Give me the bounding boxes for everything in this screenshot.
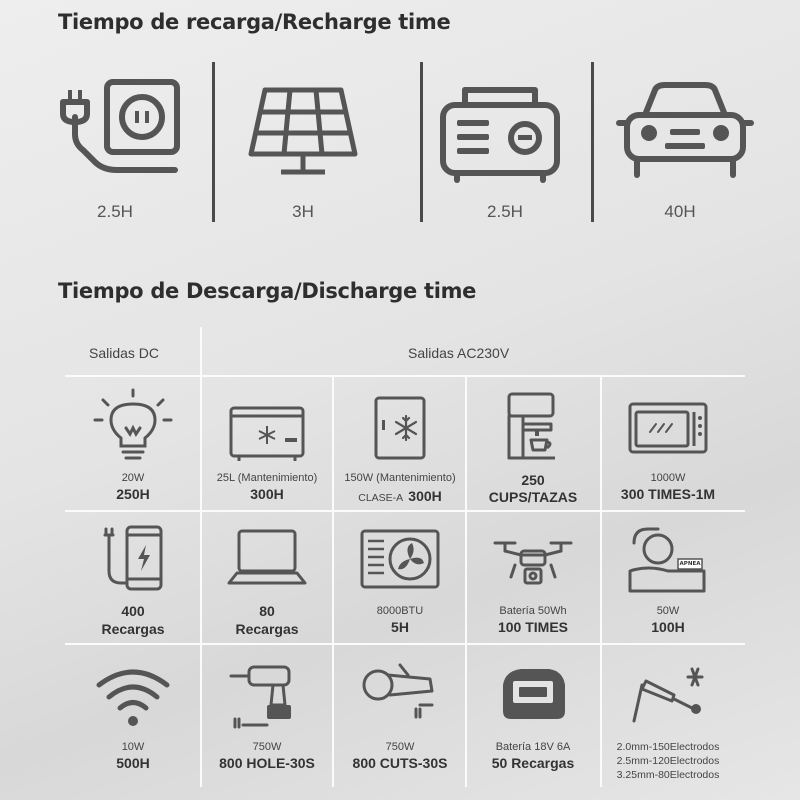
cell-spec: 50W	[656, 605, 680, 617]
microwave-icon	[628, 388, 708, 468]
cell-spec: 25L (Mantenimiento)	[216, 472, 318, 484]
cell-welding	[603, 649, 733, 779]
recharge-title: Tiempo de recarga/Recharge time	[58, 10, 451, 34]
cell-spec: Batería 18V 6A	[495, 741, 571, 753]
cell-unit: Recargas	[235, 621, 299, 637]
cell-value: 300H	[408, 488, 442, 504]
cell-coffee	[468, 382, 598, 512]
cell-spec: 1000W	[650, 472, 686, 484]
power-drill-icon	[227, 655, 307, 735]
recharge-item-generator	[430, 60, 580, 240]
header-ac: Salidas AC230V	[408, 345, 510, 361]
cell-cpap	[603, 515, 733, 645]
cell-value: 100 TIMES	[497, 619, 569, 635]
coffee-machine-icon	[493, 388, 573, 468]
divider	[591, 62, 594, 222]
cell-value: 300H	[250, 486, 284, 502]
cell-spec: 20W	[121, 472, 145, 484]
cell-spec: 8000BTU	[376, 605, 424, 617]
cell-unit: CUPS/TAZAS	[488, 489, 578, 505]
cell-refrigerator	[335, 382, 465, 512]
discharge-table	[65, 327, 745, 787]
recharge-item-outlet	[40, 60, 190, 240]
drone-icon	[493, 521, 573, 601]
angle-grinder-icon	[360, 655, 440, 735]
car-icon	[615, 75, 755, 185]
cell-value: 400	[121, 603, 145, 619]
light-bulb-icon	[93, 388, 173, 468]
recharge-time-solar: 3H	[292, 202, 314, 221]
cell-charger	[468, 649, 598, 779]
cell-value: 5H	[391, 619, 409, 635]
divider	[420, 62, 423, 222]
cell-value-row	[335, 486, 465, 505]
cell-ac	[335, 515, 465, 645]
divider	[212, 62, 215, 222]
refrigerator-icon	[360, 388, 440, 468]
cell-phone	[68, 515, 198, 645]
grid-line	[332, 375, 334, 787]
wall-outlet-plug-icon	[55, 72, 185, 182]
cell-value: 50 Recargas	[491, 755, 575, 771]
cell-drone	[468, 515, 598, 645]
cell-freezer	[202, 382, 332, 512]
cell-spec-line: 2.5mm-120Electrodos	[616, 755, 720, 767]
cell-unit: Recargas	[101, 621, 165, 637]
generator-icon	[435, 70, 565, 190]
cell-spec: 750W	[385, 741, 415, 753]
cell-spec: 150W (Mantenimiento)	[344, 472, 456, 484]
grid-line	[65, 375, 745, 377]
cell-value: 100H	[651, 619, 685, 635]
cell-spec: 10W	[121, 741, 145, 753]
cell-value: 800 CUTS-30S	[352, 755, 448, 771]
laptop-icon	[227, 521, 307, 601]
recharge-time-car: 40H	[664, 202, 696, 221]
cell-value: 250H	[116, 486, 150, 502]
wifi-icon	[93, 655, 173, 735]
cell-value: 500H	[116, 755, 150, 771]
cell-spec: Batería 50Wh	[499, 605, 567, 617]
solar-panel-icon	[243, 72, 363, 192]
apnea-badge: APNEA	[679, 561, 701, 567]
recharge-row	[40, 60, 780, 240]
cell-spec: 750W	[252, 741, 282, 753]
cell-value: 80	[259, 603, 275, 619]
cell-value: 800 HOLE-30S	[219, 755, 315, 771]
cell-wifi	[68, 649, 198, 779]
cell-spec-line: 2.0mm-150Electrodos	[616, 741, 720, 753]
cell-microwave	[603, 382, 733, 512]
cell-grinder	[335, 649, 465, 779]
grid-line	[600, 375, 602, 787]
recharge-item-car	[605, 60, 755, 240]
recharge-time-generator: 2.5H	[487, 202, 523, 221]
header-dc: Salidas DC	[89, 345, 160, 361]
cell-drill	[202, 649, 332, 779]
battery-charger-icon	[493, 655, 573, 735]
cell-value: 300 TIMES-1M	[620, 486, 716, 502]
phone-charging-icon	[93, 521, 173, 601]
discharge-title: Tiempo de Descarga/Discharge time	[58, 279, 477, 303]
cell-laptop	[202, 515, 332, 645]
recharge-item-solar	[228, 60, 378, 240]
grid-line	[465, 375, 467, 787]
cell-class: CLASE-A	[358, 492, 404, 504]
welding-icon	[628, 655, 708, 735]
cell-light-bulb	[68, 382, 198, 512]
chest-freezer-icon	[227, 388, 307, 468]
air-conditioner-icon	[360, 521, 440, 601]
cell-value: 250	[521, 472, 545, 488]
recharge-time-outlet: 2.5H	[97, 202, 133, 221]
cell-spec-line: 3.25mm-80Electrodos	[616, 769, 720, 781]
